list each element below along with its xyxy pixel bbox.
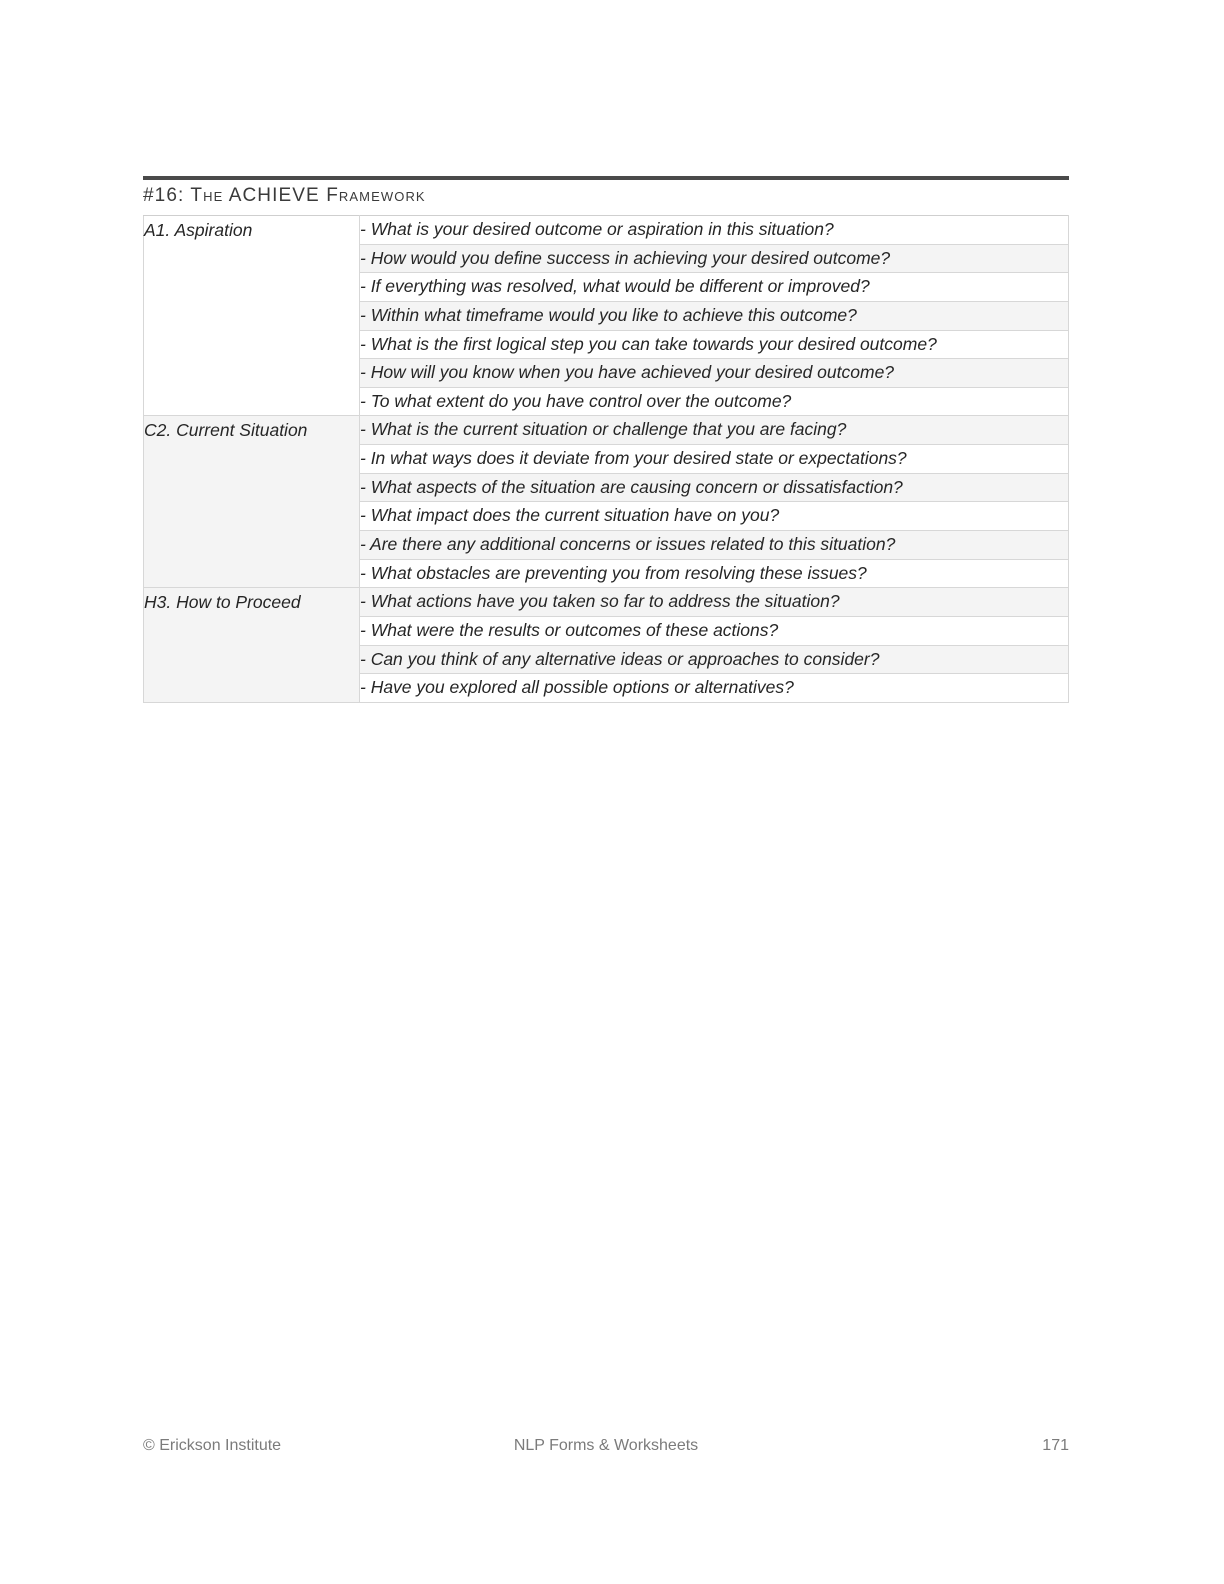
footer-copyright: © Erickson Institute [143, 1437, 282, 1454]
header-rule [143, 176, 1069, 180]
question-cell: - To what extent do you have control over the outcome? [360, 387, 1069, 416]
document-page [143, 0, 1069, 1584]
question-cell: - If everything was resolved, what would be different or improved? [360, 273, 1069, 302]
footer-document-name: NLP Forms & Worksheets [513, 1437, 699, 1454]
question-cell: - What obstacles are preventing you from resolving these issues? [360, 559, 1069, 588]
section-label-cell: C2. Current Situation [144, 416, 360, 588]
question-cell: - How will you know when you have achieved your desired outcome? [360, 359, 1069, 388]
question-cell: - What is the current situation or challenge that you are facing? [360, 416, 1069, 445]
question-cell: - In what ways does it deviate from your desired state or expectations? [360, 445, 1069, 474]
question-cell: - Have you explored all possible options or alternatives? [360, 674, 1069, 703]
question-cell: - Are there any additional concerns or issues related to this situation? [360, 531, 1069, 560]
table-row [144, 416, 1069, 445]
page-title: #16: The ACHIEVE Framework [143, 185, 426, 206]
question-cell: - How would you define success in achieving your desired outcome? [360, 244, 1069, 273]
question-cell: - What is your desired outcome or aspiration in this situation? [360, 216, 1069, 245]
question-cell: - What actions have you taken so far to address the situation? [360, 588, 1069, 617]
table-row [144, 216, 1069, 245]
question-cell: - Can you think of any alternative ideas or approaches to consider? [360, 645, 1069, 674]
question-cell: - What impact does the current situation have on you? [360, 502, 1069, 531]
table-row [144, 588, 1069, 617]
question-cell: - What is the first logical step you can take towards your desired outcome? [360, 330, 1069, 359]
page-footer [143, 1437, 1069, 1459]
footer-page-number: 171 [1042, 1437, 1069, 1454]
section-label-cell: H3. How to Proceed [144, 588, 360, 703]
question-cell: - Within what timeframe would you like to achieve this outcome? [360, 301, 1069, 330]
question-cell: - What were the results or outcomes of these actions? [360, 616, 1069, 645]
achieve-framework-table [143, 215, 1069, 703]
section-label-cell: A1. Aspiration [144, 216, 360, 416]
question-cell: - What aspects of the situation are causing concern or dissatisfaction? [360, 473, 1069, 502]
